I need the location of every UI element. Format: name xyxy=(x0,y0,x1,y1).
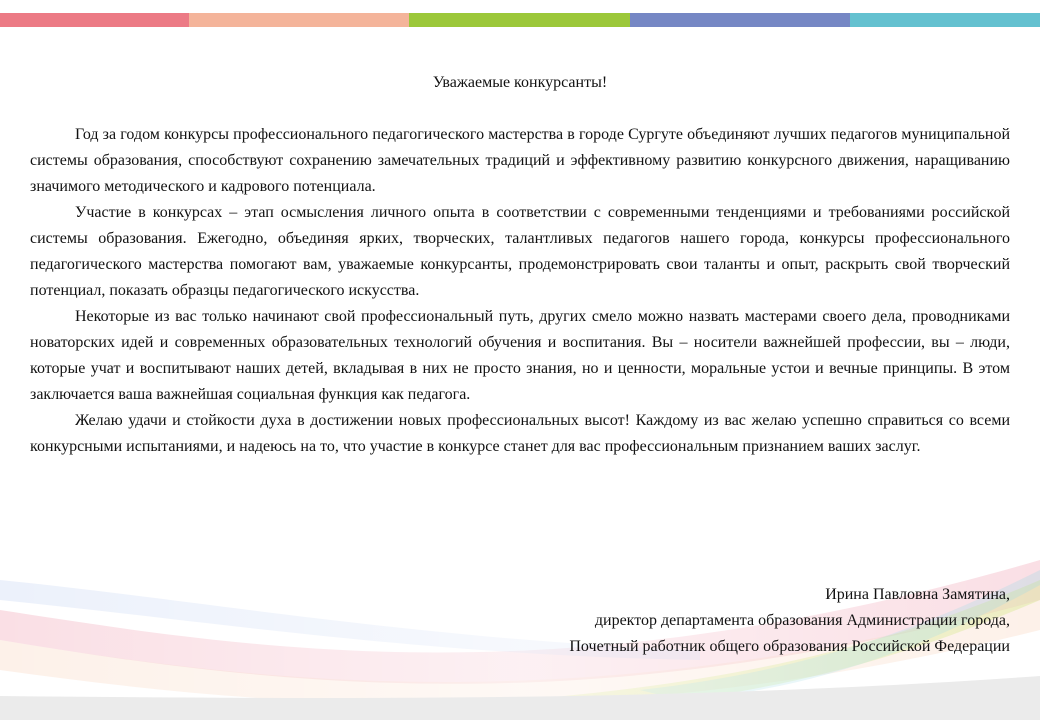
letter-body xyxy=(30,70,1010,460)
letter-paragraph-3: Некоторые из вас только начинают свой профессиональный путь, других смело можно назвать мастерами своего дела, проводниками новаторских идей и современных образовательных технологий обучения и воспитания. Вы – носители важнейшей профессии, вы – люди, которые учат и воспитывают наших детей, вкладывая в них не просто знания, но и ценности, моральные устои и вечные принципы. В этом заключается ваша важнейшая социальная функция как педагога. xyxy=(30,308,1010,403)
bar-segment-cyan xyxy=(850,13,1040,27)
bar-segment-pink xyxy=(0,13,189,27)
signature-name: Ирина Павловна Замятина, xyxy=(825,586,1010,603)
bar-segment-blue xyxy=(630,13,850,27)
signature-title: Почетный работник общего образования Российской Федерации xyxy=(569,638,1010,655)
letter-paragraph-1: Год за годом конкурсы профессионального педагогического мастерства в городе Сургуте объединяют лучших педагогов муниципальной системы образования, способствуют сохранению замечательных традиций и эффективному развитию конкурсного движения, наращиванию значимого методического и кадрового потенциала. xyxy=(30,126,1010,195)
bar-segment-green xyxy=(409,13,630,27)
signature-position: директор департамента образования Администрации города, xyxy=(594,612,1010,629)
signature-block xyxy=(310,582,1010,660)
letter-greeting: Уважаемые конкурсанты! xyxy=(432,74,608,91)
letter-paragraph-2: Участие в конкурсах – этап осмысления личного опыта в соответствии с современными тенденциями и требованиями российской системы образования. Ежегодно, объединяя ярких, творческих, талантливых педагогов нашего города, конкурсы профессионального педагогического мастерства помогают вам, уважаемые конкурсанты, продемонстрировать свои таланты и опыт, раскрыть свой творческий потенциал, показать образцы педагогического искусства. xyxy=(30,204,1010,299)
top-color-bar xyxy=(0,13,1040,27)
letter-paragraph-4: Желаю удачи и стойкости духа в достижении новых профессиональных высот! Каждому из вас желаю успешно справиться со всеми конкурсными испытаниями, и надеюсь на то, что участие в конкурсе станет для вас профессиональным признанием ваших заслуг. xyxy=(30,412,1010,455)
bar-segment-peach xyxy=(189,13,409,27)
